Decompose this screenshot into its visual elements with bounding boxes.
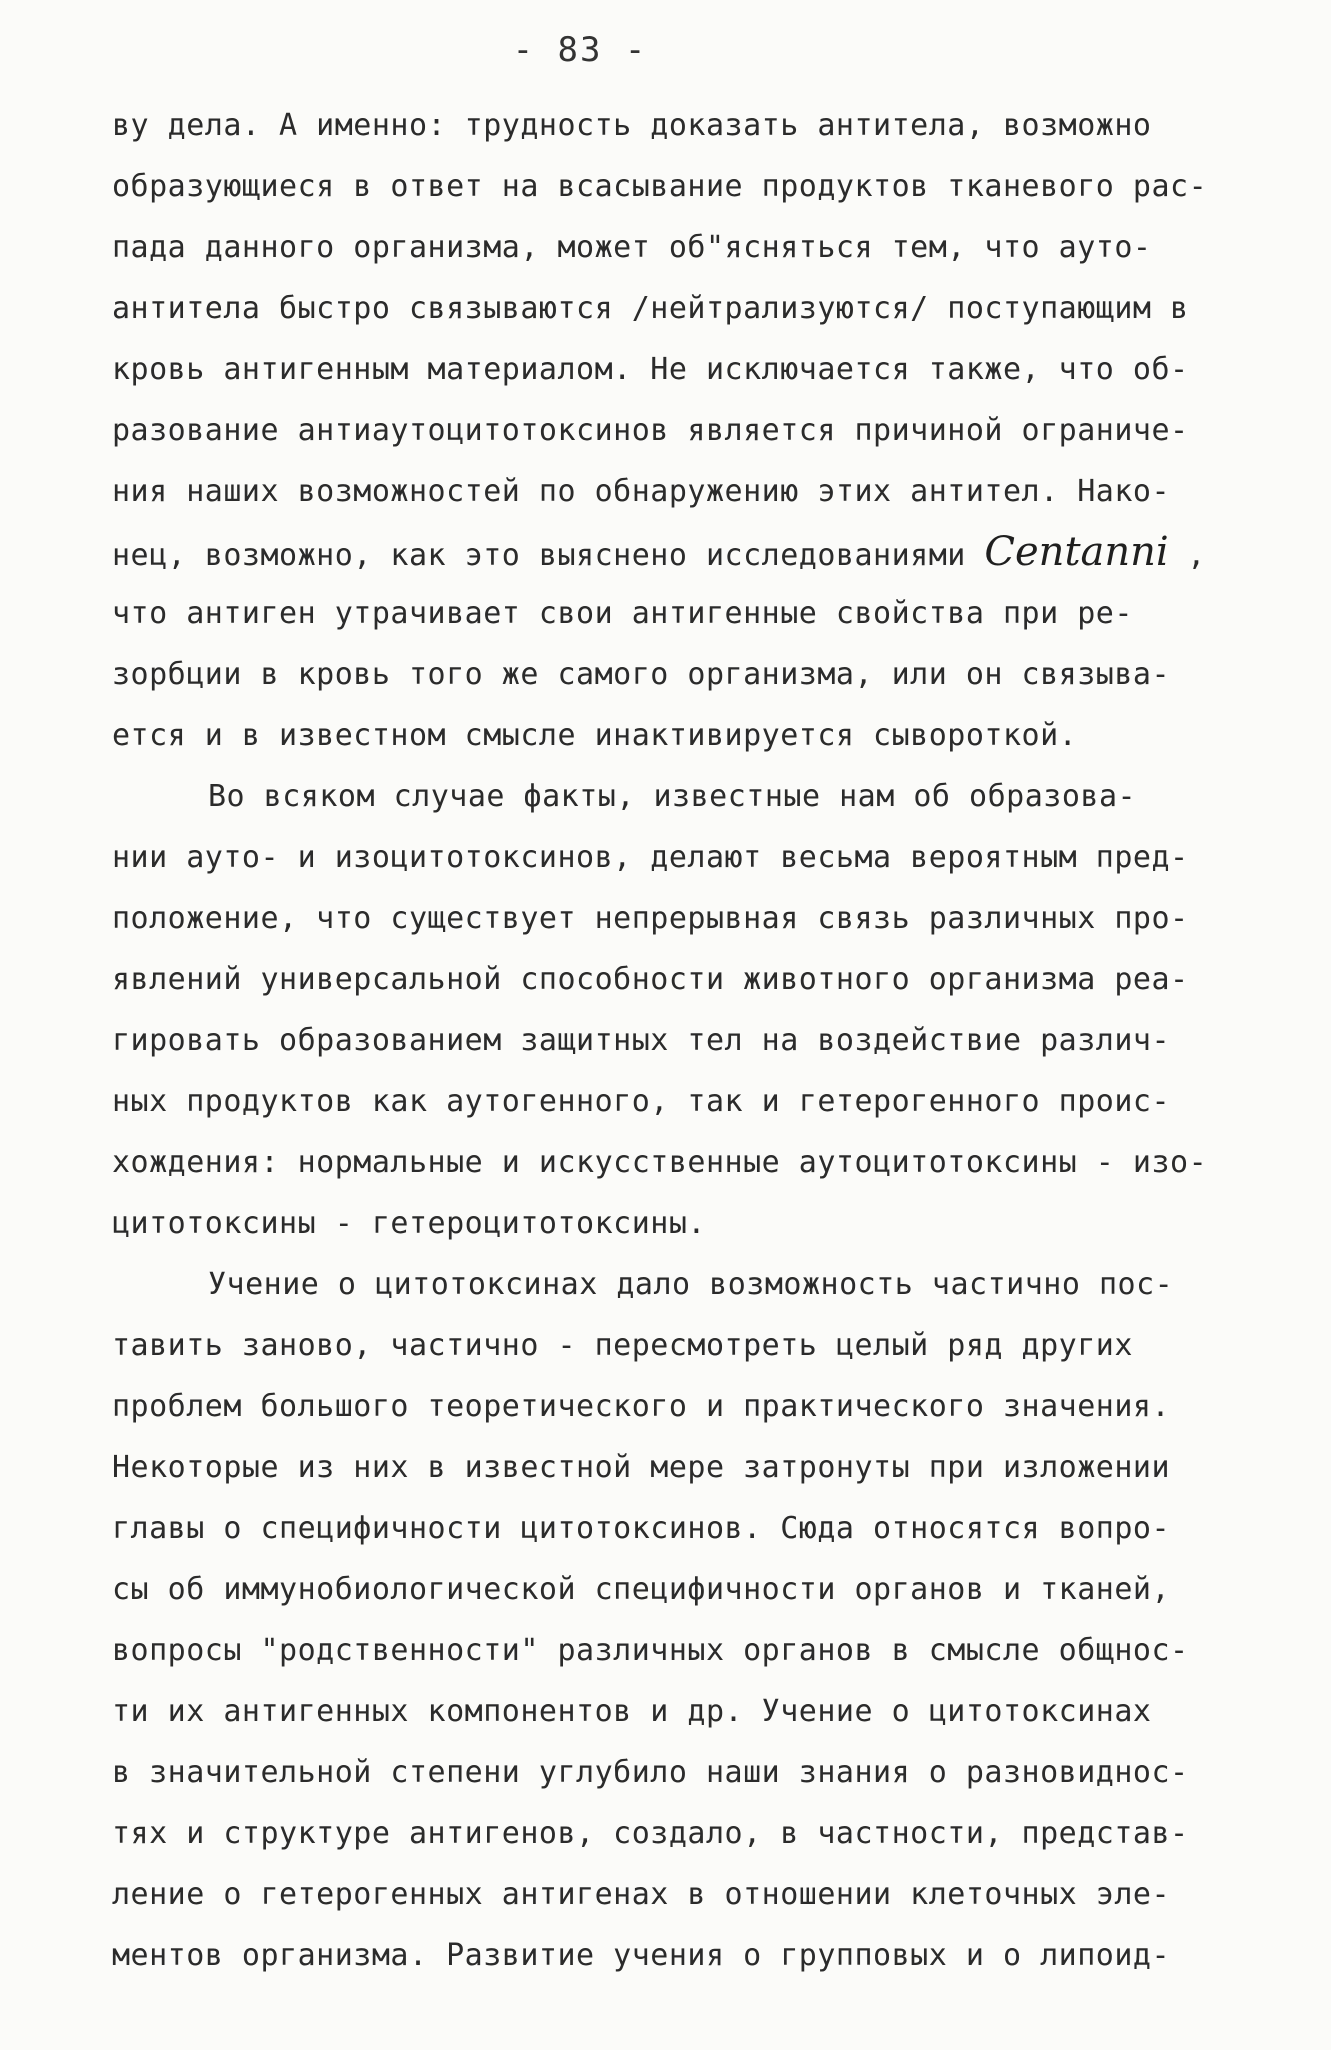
handwritten-name: Centanni	[984, 529, 1169, 575]
text-line: цитотоксины - гетероцитотоксины.	[112, 1206, 706, 1241]
paragraph-first-line: Во всяком случае факты, известные нам об образова-	[208, 779, 1137, 814]
text-line: ных продуктов как аутогенного, так и гетерогенного проис-	[112, 1084, 1171, 1119]
text-line	[112, 522, 1232, 583]
text-line: проблем большого теоретического и практического значения.	[112, 1389, 1171, 1424]
text-line: ление о гетерогенных антигенах в отношении клеточных эле-	[112, 1877, 1171, 1912]
text-line: тавить заново, частично - пересмотреть целый ряд других	[112, 1328, 1133, 1363]
text-line: зорбции в кровь того же самого организма, или он связыва-	[112, 657, 1171, 692]
text-line: вопросы "родственности" различных органов в смысле общнос-	[112, 1633, 1189, 1668]
text-line: явлений универсальной способности животного организма реа-	[112, 962, 1189, 997]
text-line: главы о специфичности цитотоксинов. Сюда относятся вопро-	[112, 1511, 1171, 1546]
text-line: хождения: нормальные и искусственные аутоцитотоксины - изо-	[112, 1145, 1208, 1180]
text-line: положение, что существует непрерывная связь различных про-	[112, 901, 1189, 936]
text-line: что антиген утрачивает свои антигенные свойства при ре-	[112, 596, 1133, 631]
text-line: антитела быстро связываются /нейтрализуются/ поступающим в	[112, 291, 1189, 326]
text-line: кровь антигенным материалом. Не исключается также, что об-	[112, 352, 1189, 387]
text-line: разование антиаутоцитотоксинов является причиной ограниче-	[112, 413, 1189, 448]
text-line: образующиеся в ответ на всасывание продуктов тканевого рас-	[112, 169, 1208, 204]
page-number: - 83 -	[512, 30, 648, 70]
text-line: в значительной степени углубило наши знания о разновиднос-	[112, 1755, 1189, 1790]
paragraph-first-line: Учение о цитотоксинах дало возможность частично пос-	[208, 1267, 1174, 1302]
text-line: ву дела. А именно: трудность доказать антитела, возможно	[112, 108, 1152, 143]
text-segment: ,	[1168, 538, 1206, 573]
text-line: ментов организма. Развитие учения о групповых и о липоид-	[112, 1938, 1171, 1973]
text-line: ется и в известном смысле инактивируется сывороткой.	[112, 718, 1078, 753]
text-segment: нец, возможно, как это выяснено исследованиями	[112, 538, 985, 573]
text-line: пада данного организма, может об"ясняться тем, что ауто-	[112, 230, 1152, 265]
text-line: нии ауто- и изоцитотоксинов, делают весьма вероятным пред-	[112, 840, 1189, 875]
body-text	[112, 95, 1232, 1986]
text-line: гировать образованием защитных тел на воздействие различ-	[112, 1023, 1171, 1058]
text-line: Некоторые из них в известной мере затронуты при изложении	[112, 1450, 1171, 1485]
text-line: ния наших возможностей по обнаружению этих антител. Нако-	[112, 474, 1171, 509]
text-line: тях и структуре антигенов, создало, в частности, представ-	[112, 1816, 1189, 1851]
text-line: сы об иммунобиологической специфичности органов и тканей,	[112, 1572, 1171, 1607]
text-line: ти их антигенных компонентов и др. Учение о цитотоксинах	[112, 1694, 1152, 1729]
